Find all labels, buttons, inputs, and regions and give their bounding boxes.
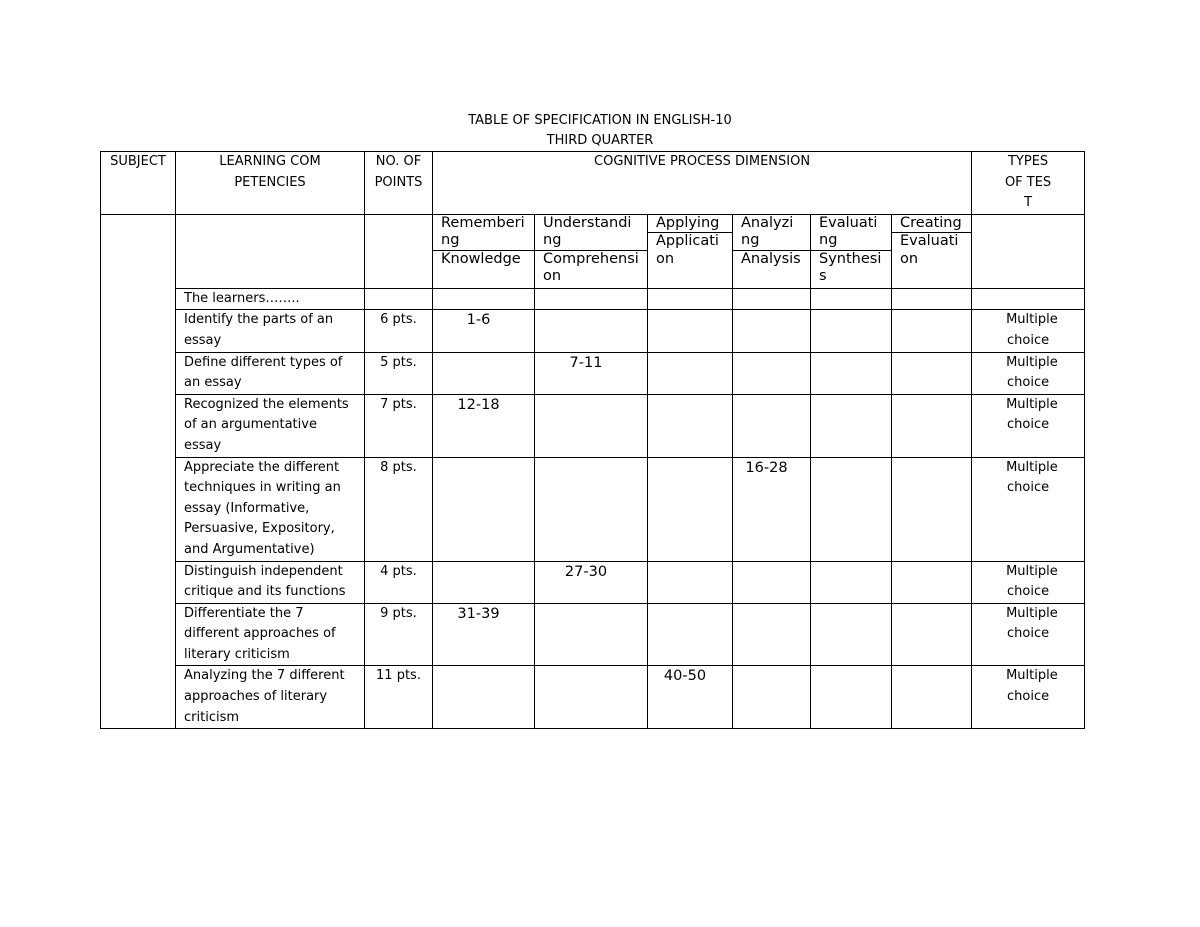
points-cell: [365, 561, 433, 603]
item-cell: [892, 310, 972, 352]
level-bottom: Knowledge: [441, 250, 521, 267]
test-type-cell: Multiple choice: [972, 666, 1085, 729]
item-cell: [733, 561, 811, 603]
item-cell: [811, 561, 892, 603]
level-top: Creating: [892, 215, 971, 234]
points-cell: [365, 352, 433, 394]
table-row: [101, 394, 1085, 457]
level-cell: [648, 214, 733, 288]
points-cell: [365, 457, 433, 561]
table-row: [101, 352, 1085, 394]
header-cognitive-dimension: COGNITIVE PROCESS DIMENSION: [433, 152, 972, 215]
item-cell: [433, 394, 535, 457]
item-cell: [535, 394, 648, 457]
item-cell: [433, 561, 535, 603]
header-points: NO. OF POINTS: [365, 152, 433, 215]
level-top: Understanding: [535, 215, 647, 251]
item-cell: [648, 310, 733, 352]
test-type-cell: Multiple choice: [972, 457, 1085, 561]
document-title: TABLE OF SPECIFICATION IN ENGLISH-10: [468, 113, 732, 128]
points-cell: [365, 394, 433, 457]
item-cell: [892, 603, 972, 666]
test-type-cell: Multiple choice: [972, 394, 1085, 457]
item-cell: [535, 603, 648, 666]
intro-row: [101, 288, 1085, 310]
item-cell: [892, 666, 972, 729]
item-cell: [535, 561, 648, 603]
level-bottom: Analysis: [741, 250, 801, 267]
item-cell: [535, 457, 648, 561]
competency-cell: Define different types of an essay: [176, 352, 365, 394]
item-cell: [811, 310, 892, 352]
points-cell: [365, 603, 433, 666]
item-cell: [648, 603, 733, 666]
points-value: 9 pts.: [380, 605, 417, 621]
item-cell: [811, 603, 892, 666]
competency-cell: Differentiate the 7 different approaches of literary criticism: [176, 603, 365, 666]
item-cell: [733, 603, 811, 666]
item-range: 27-30: [564, 563, 608, 580]
blank-cell: [972, 214, 1085, 288]
header-types: TYPES OF TEST: [972, 152, 1085, 215]
item-cell: [535, 666, 648, 729]
item-cell: [648, 394, 733, 457]
table-row: [101, 603, 1085, 666]
competency-cell: Analyzing the 7 different approaches of literary criticism: [176, 666, 365, 729]
item-cell: [811, 666, 892, 729]
item-cell: [433, 352, 535, 394]
item-range: 16-28: [745, 459, 788, 476]
item-cell: [811, 394, 892, 457]
level-top: Remembering: [433, 215, 534, 251]
header-subject: SUBJECT: [101, 152, 176, 215]
points-value: 5 pts.: [380, 354, 417, 370]
test-type-cell: Multiple choice: [972, 352, 1085, 394]
points-value: 6 pts.: [380, 312, 417, 328]
item-cell: [433, 457, 535, 561]
item-cell: [733, 310, 811, 352]
document-subtitle: THIRD QUARTER: [546, 133, 654, 148]
item-cell: [892, 561, 972, 603]
test-type-cell: Multiple choice: [972, 310, 1085, 352]
competency-cell: Distinguish independent critique and its functions: [176, 561, 365, 603]
level-cell: [535, 214, 648, 288]
item-range: 31-39: [457, 605, 500, 622]
blank-cell: [176, 214, 365, 288]
item-cell: [433, 310, 535, 352]
specification-table: [100, 151, 1085, 729]
item-cell: [733, 457, 811, 561]
level-cell: [433, 214, 535, 288]
item-cell: [733, 352, 811, 394]
item-cell: [433, 666, 535, 729]
item-range: 7-11: [569, 354, 603, 371]
intro-text: The learners……..: [176, 288, 365, 310]
item-range: 40-50: [663, 668, 707, 685]
item-cell: [892, 352, 972, 394]
competency-cell: Appreciate the different techniques in writing an essay (Informative, Persuasive, Expository, and Argumentative): [176, 457, 365, 561]
item-cell: [535, 352, 648, 394]
table-row: [101, 666, 1085, 729]
level-bottom: Evaluation: [900, 233, 959, 267]
level-top: Evaluating: [811, 215, 891, 251]
table-row: [101, 457, 1085, 561]
item-cell: [733, 666, 811, 729]
item-cell: [535, 310, 648, 352]
competency-cell: Identify the parts of an essay: [176, 310, 365, 352]
points-cell: [365, 310, 433, 352]
level-top: Applying: [648, 215, 732, 234]
level-bottom: Synthesis: [819, 250, 882, 285]
levels-row: [101, 214, 1085, 288]
item-cell: [892, 394, 972, 457]
item-cell: [733, 394, 811, 457]
item-cell: [648, 457, 733, 561]
competency-cell: Recognized the elements of an argumentative essay: [176, 394, 365, 457]
points-value: 11 pts.: [376, 668, 421, 684]
header-competencies: LEARNING COMPETENCIES: [176, 152, 365, 215]
item-cell: [811, 457, 892, 561]
points-value: 8 pts.: [380, 459, 417, 475]
subject-cell: [101, 214, 176, 728]
test-type-cell: Multiple choice: [972, 561, 1085, 603]
test-type-cell: Multiple choice: [972, 603, 1085, 666]
item-cell: [433, 603, 535, 666]
level-bottom: Application: [656, 233, 719, 267]
item-cell: [648, 561, 733, 603]
level-bottom: Comprehension: [543, 250, 639, 285]
item-cell: [892, 457, 972, 561]
item-cell: [648, 666, 733, 729]
item-cell: [648, 352, 733, 394]
item-cell: [811, 352, 892, 394]
item-range: 1-6: [466, 312, 491, 329]
level-cell: [811, 214, 892, 288]
points-cell: [365, 666, 433, 729]
level-cell: [733, 214, 811, 288]
points-value: 4 pts.: [380, 563, 417, 579]
item-range: 12-18: [457, 396, 500, 413]
level-cell: [892, 214, 972, 288]
level-top: Analyzing: [733, 215, 810, 251]
table-row: [101, 310, 1085, 352]
table-row: [101, 561, 1085, 603]
points-value: 7 pts.: [380, 396, 417, 412]
blank-cell: [365, 214, 433, 288]
header-row: [101, 152, 1085, 215]
